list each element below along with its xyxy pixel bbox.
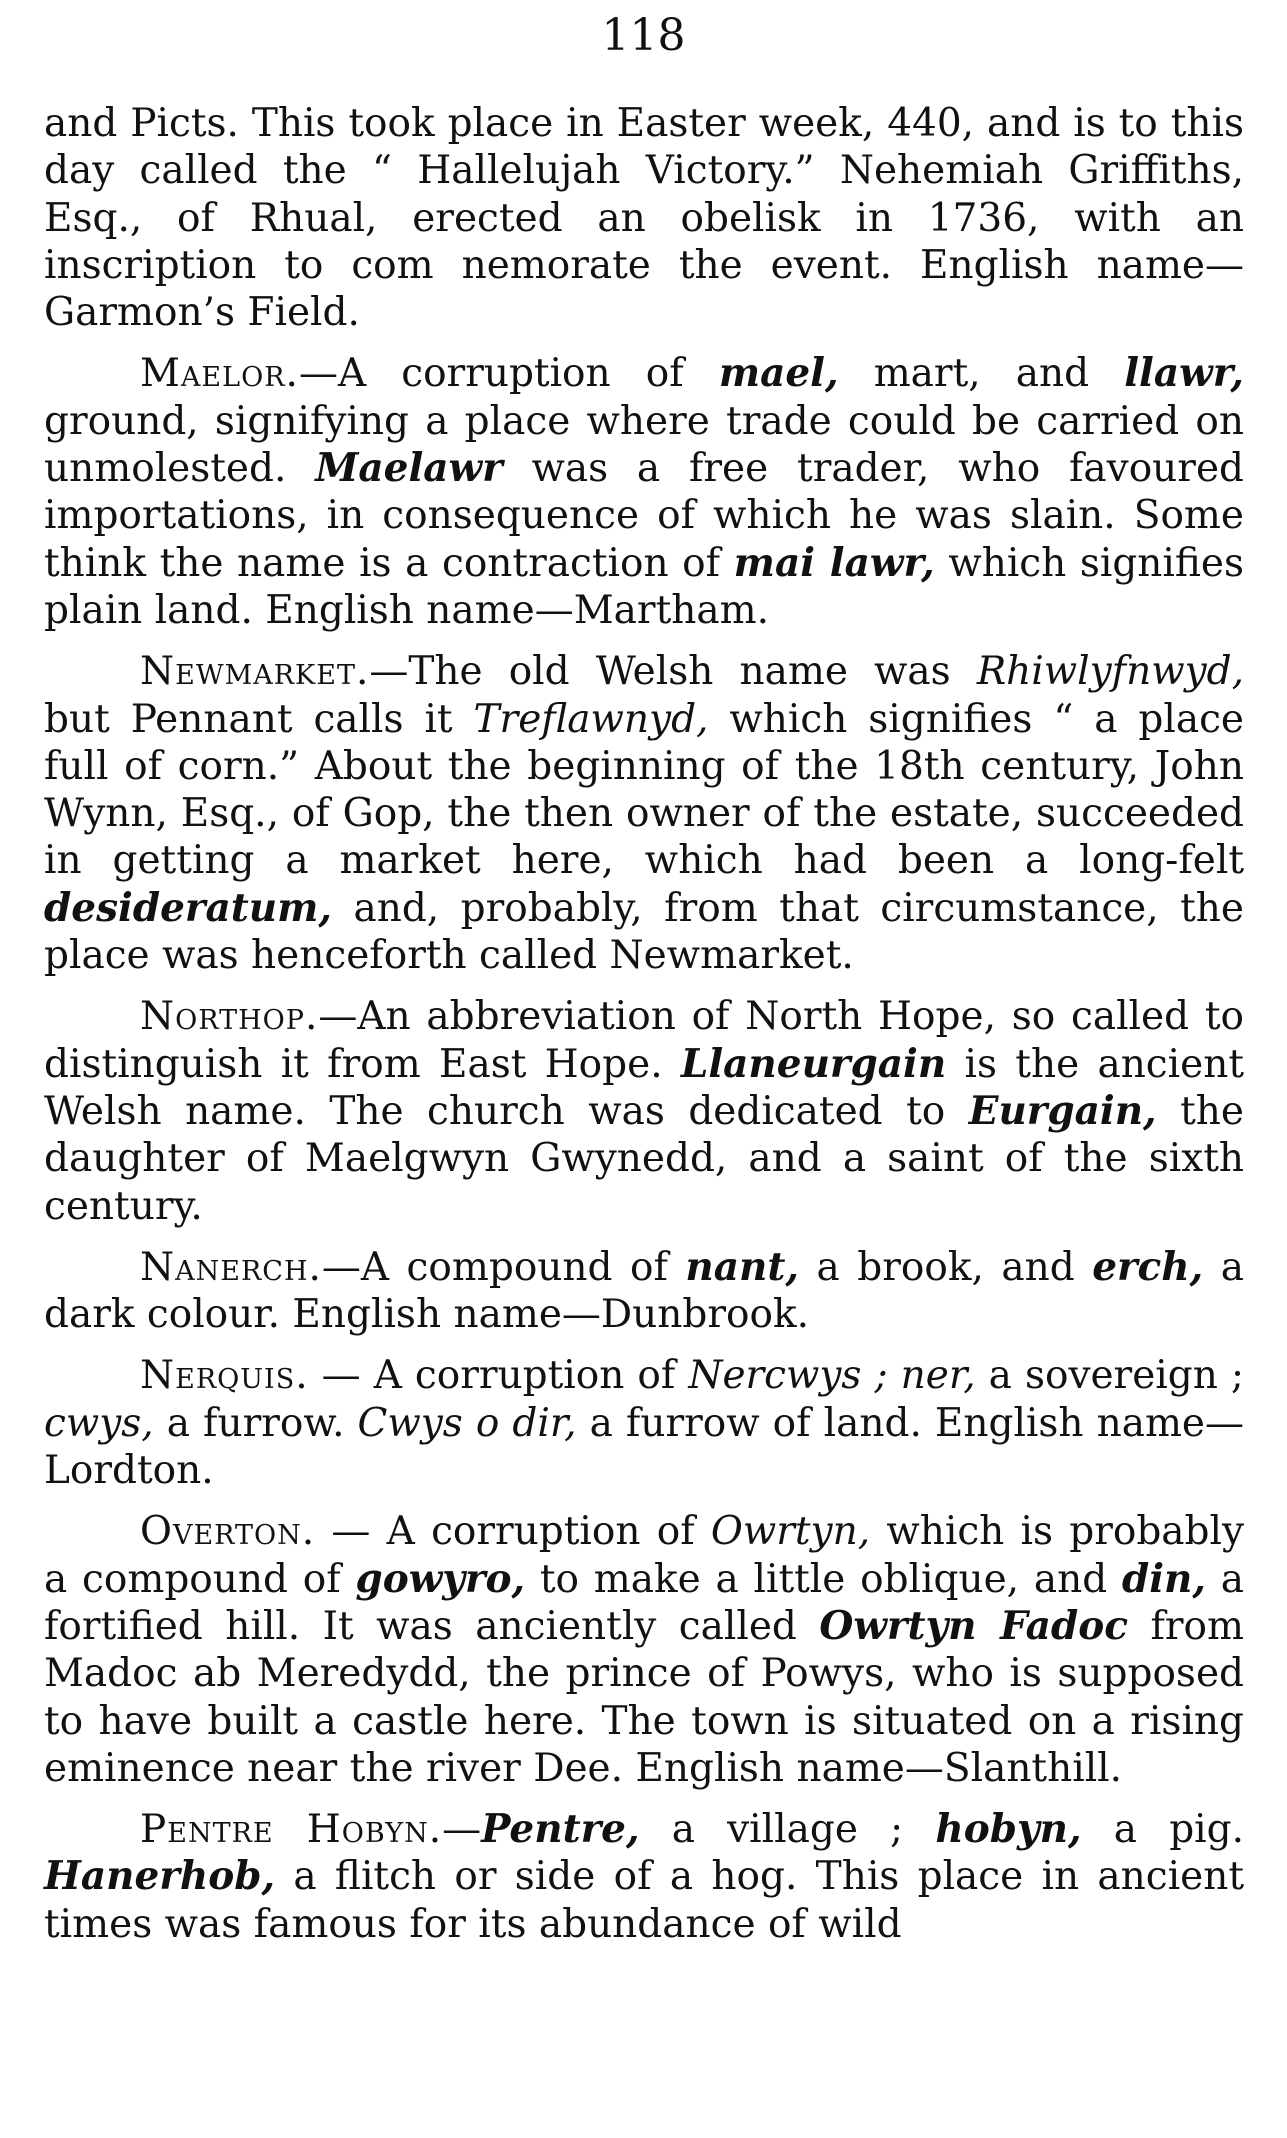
- welsh-term: din,: [1121, 1555, 1206, 1602]
- paragraph-overton: [44, 1508, 1244, 1792]
- body-text: —The old Welsh name was: [369, 649, 977, 695]
- welsh-term: mael,: [718, 350, 839, 397]
- entry-heading: Maelor.: [140, 351, 299, 397]
- body-text: a pig.: [1081, 1807, 1244, 1853]
- welsh-term: llawr,: [1124, 350, 1244, 397]
- italic-term: cwys,: [44, 1400, 154, 1446]
- body-text: a dark colour. English name—Dunbrook.: [44, 1244, 1244, 1338]
- body-text: a sovereign ;: [975, 1353, 1245, 1399]
- body-text: a village ;: [639, 1807, 936, 1853]
- body-text: from Madoc ab Meredydd, the prince of Powys, who is supposed to have built a castle here. The town is situated on a rising eminence near the river Dee. English name—Slanthill.: [44, 1603, 1244, 1791]
- body-text: which is probably a compound of: [44, 1509, 1245, 1602]
- page-number: 118: [601, 10, 686, 61]
- paragraph-northop: [44, 993, 1244, 1229]
- paragraph-maelor: [44, 350, 1244, 634]
- body-text: which signifies plain land. English name—Martham.: [44, 540, 1245, 633]
- entry-heading: Pentre Hobyn.: [140, 1807, 443, 1853]
- entry-heading: Overton.: [140, 1509, 316, 1555]
- body-text: was a free trader, who favoured importations, in consequence of which he was slain. Some think the name is a contraction of: [44, 446, 1244, 586]
- italic-term: Nercwys ;: [688, 1353, 888, 1399]
- entry-heading: Nanerch.: [140, 1244, 322, 1290]
- body-text: [888, 1353, 901, 1398]
- welsh-term: Llaneurgain: [680, 1040, 947, 1087]
- welsh-term: desideratum,: [44, 884, 332, 931]
- welsh-term: hobyn,: [935, 1806, 1082, 1853]
- italic-term: Rhiwlyfnwyd,: [976, 649, 1244, 695]
- welsh-term: Pentre,: [481, 1806, 640, 1853]
- body-text: is the ancient Welsh name. The church was dedicated to: [44, 1041, 1244, 1134]
- body-text: a furrow.: [153, 1400, 358, 1446]
- body-text: which signifies “ a place full of corn.” About the beginning of the 18th century, John Wynn, Esq., of Gop, the then owner of the estate, succeeded in getting a market here, which had been a long-felt: [44, 696, 1245, 884]
- body-text: — A corruption of: [315, 1509, 711, 1555]
- welsh-term: mai lawr,: [733, 539, 935, 586]
- body-text: and Picts. This took place in Easter week, 440, and is to this day called the “ Hallelujah Victory.” Nehemiah Griffiths, Esq., of Rhual, erected an obelisk in 1736, with an inscription to com nemorate the event. English name—Garmon’s Field.: [44, 101, 1244, 336]
- paragraph-nanerch: [44, 1244, 1244, 1339]
- welsh-term: Hanerhob,: [44, 1853, 276, 1900]
- body-text: a furrow of land. English name—Lordton.: [44, 1400, 1245, 1494]
- body-text: —A corruption of: [298, 351, 719, 397]
- body-text: ground, signifying a place where trade could be carried on unmolested.: [44, 398, 1244, 492]
- body-text: but Pennant calls it: [44, 696, 474, 742]
- body-text: —A compound of: [321, 1244, 686, 1290]
- body-text: and, probably, from that circumstance, the place was henceforth called Newmarket.: [44, 885, 1244, 979]
- body-text: to make a little oblique, and: [525, 1556, 1122, 1602]
- body-text: a flitch or side of a hog. This place in ancient times was famous for its abundance of wild: [44, 1854, 1244, 1947]
- entry-heading: Northop.: [140, 994, 319, 1040]
- paragraph-nerquis: [44, 1352, 1244, 1494]
- welsh-term: Eurgain,: [968, 1087, 1157, 1134]
- entry-heading: Newmarket.: [140, 649, 370, 695]
- entry-heading: Nerquis.: [140, 1353, 309, 1399]
- paragraph-continuation: [44, 100, 1244, 336]
- body-text: a brook, and: [799, 1244, 1093, 1290]
- welsh-term: erch,: [1092, 1243, 1204, 1290]
- body-text: — A corruption of: [308, 1353, 689, 1399]
- welsh-term: Owrtyn Fadoc: [819, 1602, 1128, 1649]
- paragraph-newmarket: [44, 648, 1244, 979]
- italic-term: ner,: [900, 1353, 976, 1399]
- body-text: —: [442, 1807, 482, 1853]
- page-text: [44, 100, 1244, 1962]
- body-text: a fortified hill. It was anciently called: [44, 1556, 1244, 1649]
- welsh-term: nant,: [685, 1243, 799, 1290]
- italic-term: Owrtyn,: [710, 1509, 871, 1555]
- welsh-term: gowyro,: [355, 1555, 526, 1602]
- italic-term: Cwys o dir,: [357, 1400, 577, 1446]
- welsh-term: Maelawr: [315, 445, 503, 492]
- paragraph-pentre-hobyn: [44, 1806, 1244, 1948]
- italic-term: Treflawnyd,: [473, 696, 709, 742]
- body-text: mart, and: [838, 351, 1125, 397]
- body-text: —An abbreviation of North Hope, so called to distinguish it from East Hope.: [44, 994, 1244, 1087]
- body-text: the daughter of Maelgwyn Gwynedd, and a saint of the sixth century.: [44, 1088, 1244, 1229]
